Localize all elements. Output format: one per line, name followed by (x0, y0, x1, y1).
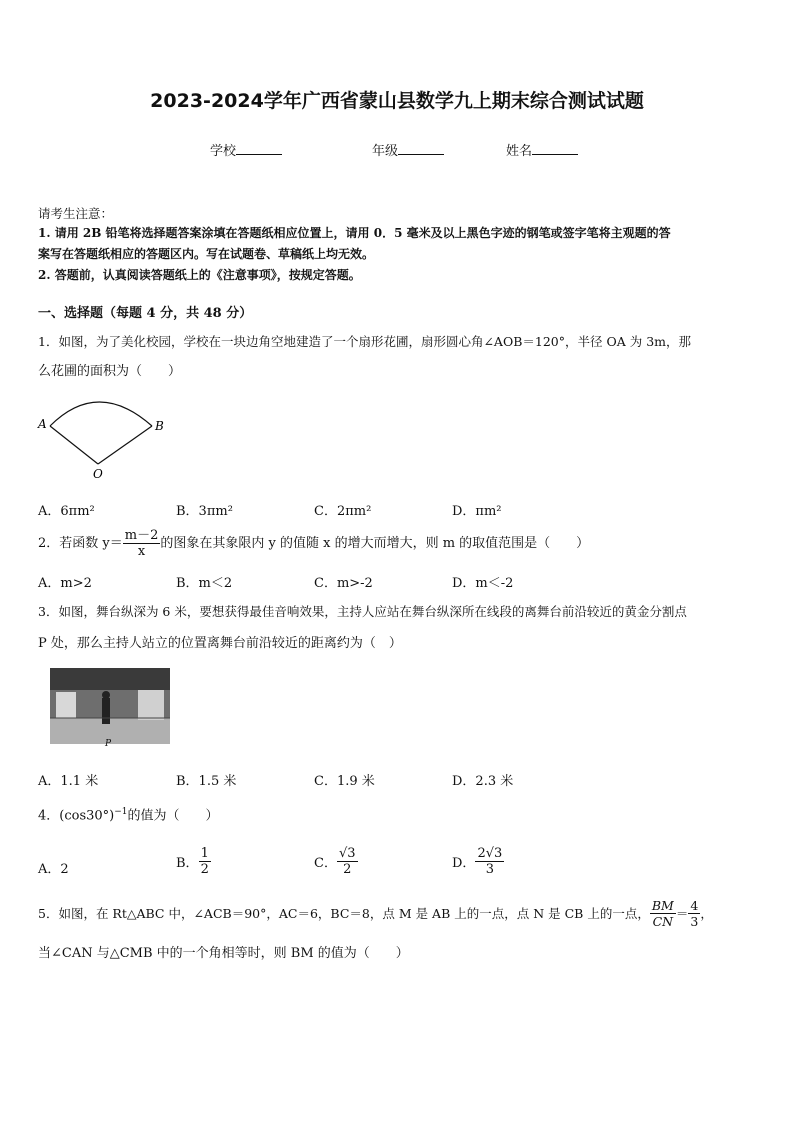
q5-frac2-den: 3 (690, 914, 699, 929)
q2-frac-num: m－2 (124, 528, 159, 543)
grade-field (372, 140, 444, 159)
photo-label-p: P (105, 739, 112, 748)
sector-arc (50, 402, 152, 426)
q4-optb-prefix: B． (176, 856, 199, 871)
q1-line1: 1．如图，为了美化校园，学校在一块边角空地建造了一个扇形花圃，扇形圆心角∠AOB＝120°，半径 OA 为 3m，那 (38, 334, 691, 349)
grade-label: 年级 (372, 144, 399, 159)
q4-expr: (cos30°) (59, 808, 115, 824)
name-field (506, 140, 578, 159)
q2-suffix: 的图象在其象限内 y 的值随 x 的增大而增大，则 m 的取值范围是（ ） (160, 535, 590, 551)
q3-option-b: B．1.5 米 (176, 774, 237, 789)
q1-option-d: D．πm² (452, 504, 502, 519)
q5-frac1-num: BM (651, 898, 674, 913)
q4-optb-frac (199, 846, 211, 877)
q2-prefix: 2．若函数 y＝ (38, 535, 123, 551)
school-label: 学校 (210, 144, 237, 159)
stage-photo (50, 668, 172, 748)
q5-stem (38, 898, 713, 929)
notice-item1-line2: 案写在答题纸相应的答题区内。写在试题卷、草稿纸上均无效。 (38, 247, 375, 261)
radius-oa (50, 426, 98, 464)
notice-item1-line1: 1. 请用 2B 铅笔将选择题答案涂填在答题纸相应位置上，请用 0．5 毫米及以上黑色字迹的钢笔或签字笔将主观题的答 (38, 226, 671, 240)
q4-suffix: 的值为（ ） (127, 808, 219, 824)
q5-line2: 当∠CAN 与△CMB 中的一个角相等时，则 BM 的值为（ ） (38, 946, 409, 961)
photo-ceiling (50, 668, 170, 690)
section1-heading: 一、选择题（每题 4 分，共 48 分） (38, 306, 253, 321)
sector-figure (36, 390, 166, 480)
q2-option-b: B．m＜2 (176, 576, 233, 591)
q2-option-c: C．m>-2 (314, 576, 373, 591)
q2-option-d: D．m＜-2 (452, 576, 514, 591)
name-blank (532, 142, 578, 155)
notice-item2: 2. 答题前，认真阅读答题纸上的《注意事项》，按规定答题。 (38, 268, 361, 282)
q1-option-c: C．2πm² (314, 504, 372, 519)
q2-fraction (123, 528, 161, 559)
q4-optd-den: 3 (485, 862, 494, 877)
q3-option-d: D．2.3 米 (452, 774, 514, 789)
q4-optc-num: √3 (338, 846, 356, 861)
q4-option-a: A．2 (38, 862, 69, 877)
q5-line1: 5．如图，在 Rt△ABC 中，∠ACB＝90°，AC＝6，BC＝8，点 M 是 AB 上的一点，点 N 是 CB 上的一点， (38, 905, 650, 921)
q1-line2: 么花圃的面积为（ ） (38, 364, 182, 379)
q1-option-a: A．6πm² (38, 504, 95, 519)
q4-stem (38, 804, 219, 824)
label-b: B (155, 419, 164, 433)
school-blank (236, 142, 282, 155)
q3-line1: 3．如图，舞台纵深为 6 米，要想获得最佳音响效果，主持人应站在舞台纵深所在线段的离舞台前沿较近的黄金分割点 (38, 604, 687, 619)
q3-option-c: C．1.9 米 (314, 774, 375, 789)
q1-option-b: B．3πm² (176, 504, 233, 519)
q3-option-a: A．1.1 米 (38, 774, 99, 789)
photo-presenter (102, 698, 110, 724)
q4-optb-den: 2 (200, 862, 209, 877)
photo-screen-left (56, 692, 76, 718)
page-title: 2023-2024学年广西省蒙山县数学九上期末综合测试试题 (150, 90, 644, 112)
q4-option-c (314, 846, 358, 877)
grade-blank (398, 142, 444, 155)
q4-optd-prefix: D． (452, 856, 476, 871)
q4-optc-frac (337, 846, 358, 877)
q2-frac-den: x (137, 544, 146, 559)
q2-stem (38, 528, 589, 559)
q4-optd-num: 2√3 (477, 846, 503, 861)
q4-option-b (176, 846, 211, 877)
q4-optc-prefix: C． (314, 856, 337, 871)
label-o: O (93, 467, 103, 480)
q5-eq: ＝ (675, 905, 689, 921)
radius-ob (98, 426, 152, 464)
q4-optd-frac (475, 846, 504, 877)
photo-presenter-head (102, 691, 110, 699)
school-field (210, 140, 282, 159)
q4-option-d (452, 846, 504, 877)
q5-frac2-num: 4 (690, 898, 699, 913)
q5-frac1 (650, 898, 676, 929)
q4-exponent: −1 (114, 807, 128, 817)
q5-frac1-den: CN (652, 914, 674, 929)
q4-optc-den: 2 (343, 862, 352, 877)
q4-optb-num: 1 (200, 846, 209, 861)
photo-screen-right (138, 690, 164, 720)
notice-heading: 请考生注意： (38, 206, 114, 221)
q4-prefix: 4． (38, 808, 60, 824)
q5-tail: ， (700, 905, 713, 921)
q2-option-a: A．m>2 (38, 576, 92, 591)
name-label: 姓名 (506, 144, 533, 159)
q3-line2: P 处，那么主持人站立的位置离舞台前沿较近的距离约为（ ） (38, 636, 402, 651)
q5-frac2 (688, 898, 700, 929)
label-a: A (38, 417, 47, 431)
